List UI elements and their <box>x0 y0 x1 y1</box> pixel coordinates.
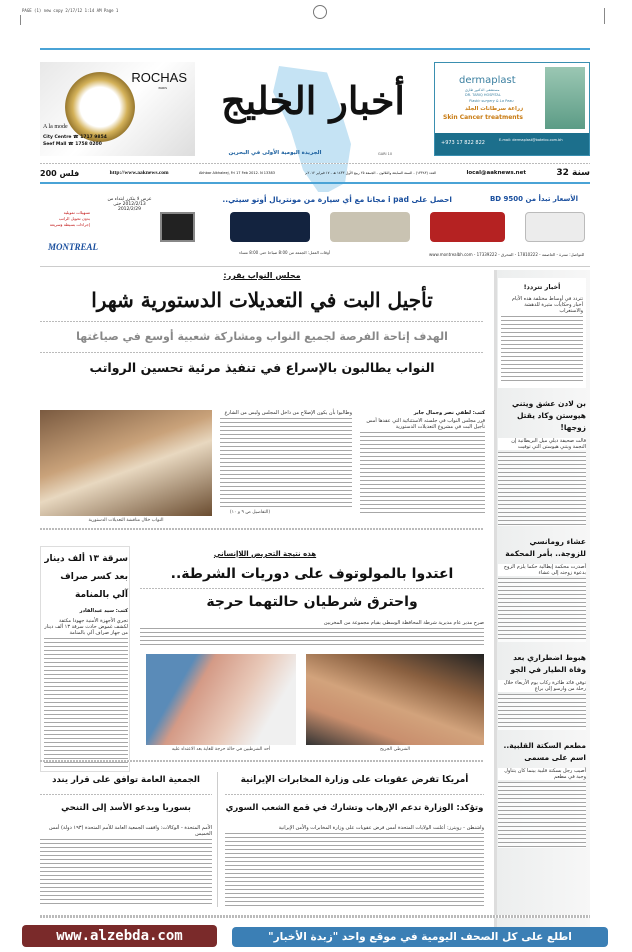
bullet-item: بدون تحويل الراتب <box>58 216 90 221</box>
burned-hand-photo <box>306 654 484 745</box>
column-lead-text: وطالبوا بأن يكون الإصلاح من داخل المجلس وليس من الشارع <box>220 410 352 416</box>
contact-email[interactable]: local@aaknews.net <box>466 170 526 176</box>
bottom-right-headline-1[interactable]: أمريكا تفرض عقوبات على وزارة المخابرات الإيرانية <box>240 775 469 785</box>
parliament-photo-caption: النواب خلال مناقشة التعديلات الدستورية <box>88 518 164 523</box>
bullet-item: تسهيلات تمويلية <box>63 210 90 215</box>
website-link[interactable]: http://www.aaknews.com <box>109 170 169 176</box>
sidebar-item-lead: أصدرت محكمة إيطالية حكما يلزم الزوج بدعوة زوجته إلى عشاء <box>498 564 586 576</box>
lead-kicker: مجلس النواب يقرر: <box>223 271 301 280</box>
sidebar-item-body <box>498 564 586 642</box>
store-line-1: City Centre ☎ 1717 9854 <box>43 135 107 140</box>
sidebar-item-body <box>498 680 586 730</box>
sidebar-item <box>498 536 586 642</box>
finance-bullets <box>42 210 90 228</box>
lead-headings <box>40 270 484 380</box>
parliament-photo <box>40 410 212 516</box>
contact-strip <box>435 133 589 155</box>
rochas-sub: PARIS <box>158 86 167 90</box>
sidebar-item-lead: قالت صحيفة ديلي ميل البريطانية إن النجمة ويتني هيوستن التي توفيت <box>498 438 586 450</box>
alamode-logo: A la mode <box>43 124 68 130</box>
years-badge: 32 سنة <box>556 168 590 178</box>
sidebar-item-title[interactable]: مطعم السكتة القلبية.. اسم على مسمى <box>503 741 586 762</box>
dermaplast-brand: dermaplast <box>459 75 516 86</box>
dermaplast-ad[interactable] <box>434 62 590 156</box>
truck-image-red <box>430 212 505 242</box>
photo-caption-right: الشرطي الجريح <box>379 747 411 752</box>
lead-byline: كتب: لطفي نصر وجمال جابر <box>413 410 485 416</box>
sidebar-item-lead: توفي قائد طائرة ركاب يوم الأربعاء خلال رحلة من وارسو إلى براغ <box>498 680 586 692</box>
logo-code: GARI 10 <box>378 152 393 156</box>
sidebar-item-lead: تتردد في أوساط مختلفة هذه الأيام أخبار وحكايات مثيرة للدهشة والاستغراب <box>501 296 583 314</box>
montreal-logo: MONTREAL <box>48 242 99 252</box>
service-ar: زراعة سرطانات الجلد <box>465 106 524 112</box>
alzebda-slogan[interactable]: اطلع على كل الصحف اليومية في موقع واحد "زبدة الأخبار" <box>232 927 608 947</box>
divider <box>40 352 484 353</box>
sidebar-item-body <box>498 768 586 848</box>
sidebar-item-lead: أصيب رجل بسكتة قلبية بينما كان يتناول وجبة في مطعم <box>498 768 586 780</box>
truck-image-silver <box>330 212 410 242</box>
box-byline: كتب: سيد عبدالقادر <box>79 608 128 614</box>
second-lead-text: صرح مدير عام مديرية شرطة المحافظة الوسطى بقيام مجموعة من المخربين <box>140 620 484 626</box>
dealer-contact: للتواصل: سترة - العاصمة - 17810222 - المحرق - 17339222 - www.montrealbh.com <box>428 252 584 257</box>
watch-image <box>65 72 135 142</box>
truck-image-black <box>230 212 310 242</box>
registration-mark <box>313 5 327 19</box>
bottom-left-headline-2[interactable]: بسوريا ويدعو الأسد إلى التنحي <box>61 803 191 813</box>
rochas-brand: ROCHAS <box>131 70 187 85</box>
second-headline-1[interactable]: اعتدوا بالمولوتوف على دوريات الشرطة.. <box>170 566 454 582</box>
box-headline-line: بعد كسر صراف <box>60 572 128 582</box>
rochas-ad[interactable] <box>40 62 195 156</box>
hospital-building-image <box>545 67 585 129</box>
bottom-right-headline-2[interactable]: وتؤكد: الوزارة تدعم الإرهاب وتشارك في قمع الشعب السوري <box>225 803 484 813</box>
column-divider <box>217 772 218 907</box>
lead-headline[interactable]: تأجيل البت في التعديلات الدستورية شهرا <box>91 288 433 312</box>
sidebar-item-title[interactable]: بن لادن عشق ويتني هيوستن وكاد يقتل زوجها! <box>512 399 586 432</box>
lead-column-1 <box>360 418 485 516</box>
sidebar-item <box>498 740 586 848</box>
box-headline[interactable] <box>44 550 128 604</box>
phone-number: +973 17 822 822 <box>441 140 485 146</box>
crop-mark <box>604 8 605 24</box>
bullet-item: إجراءات بسيطة وسريعة <box>49 222 90 227</box>
info-bar <box>40 166 590 180</box>
dateline-en: Akhbar Alkhaleej, Fri 17 Feb 2012. N 13383 <box>199 171 275 175</box>
sidebar-item <box>498 652 586 730</box>
crop-mark <box>20 15 21 25</box>
ipad-offer: احصل على i pad مجانا مع أي سيارة من مونتريال أوتو سيتي.. <box>222 195 452 204</box>
injured-officer-photo <box>146 654 296 745</box>
continued-note[interactable]: (التفاصيل ص ٩ و ١٠) <box>229 510 271 515</box>
service-en: Skin Cancer treatments <box>443 114 523 121</box>
logo-tagline: الجريدة اليومية الأولى في البحرين <box>228 150 322 156</box>
ad-email: E-mail: dermaplast@batelco.com.bh <box>499 138 563 142</box>
box-headline-line: سرقة ١٣ ألف دينار <box>44 554 128 564</box>
top-rule <box>40 48 590 50</box>
info-rule <box>40 182 590 184</box>
hospital-en: DR. TARIQ HOSPITAL <box>465 93 501 97</box>
box-lead-text: تجري الأجهزة الأمنية جهودا مكثفة لكشف غموض حادث سرقة ١٣ ألف دينار من جهاز صراف آلي بالمنامة <box>44 618 128 636</box>
montreal-car-ad[interactable] <box>40 192 590 267</box>
sidebar-item <box>498 398 586 526</box>
lead-column-2 <box>220 410 352 508</box>
lead-headline-2[interactable]: النواب يطالبون بالإسراع في تنفيذ مرئية تحسين الرواتب <box>89 360 435 375</box>
newspaper-logo: أخبار الخليج <box>221 78 405 123</box>
photo-caption-left: أحد الشرطيين في حالة حرجة للغاية بعد الاعتداء عليه <box>171 747 271 752</box>
lead-subhead: الهدف إتاحة الفرصة لجميع النواب ومشاركة شعبية أوسع في صياغتها <box>76 330 448 343</box>
second-headline-2[interactable]: واحترق شرطيان حالتهما حرجة <box>206 594 418 610</box>
ad-tagline: Plastic surgery & La Peau <box>469 99 514 103</box>
sidebar-item-body <box>501 296 583 384</box>
sidebar-items <box>498 278 586 848</box>
ipad-image <box>160 212 195 242</box>
sidebar-box <box>498 278 586 388</box>
bottom-right-body <box>225 825 484 907</box>
promo-dates: عرض لا يتكرر ابتداء من 2012/2/13 حتى 2012/2/29 <box>107 197 152 212</box>
dateline: العدد (١٣٣٨٣) - السنة السابعة والثلاثون - الجمعة ٢٥ ربيع الأول ١٤٣٣ هـ - ١٧ فبراير ٢٠١٢م <box>305 171 437 175</box>
second-body <box>140 620 484 646</box>
bottom-left-body <box>40 825 212 907</box>
bottom-right-lead-text: واشنطن - رويترز: أعلنت الولايات المتحدة أمس فرض عقوبات على وزارة المخابرات والأمن الإيرانية <box>225 825 484 831</box>
sidebar-item-title[interactable]: عشاء رومانسي للزوجة.. بأمر المحكمة <box>505 537 586 558</box>
truck-image-white <box>525 212 585 242</box>
opening-hours: أوقات العمل: الجمعة من 8:00 صباحا حتى 8:00 مساء <box>239 250 330 255</box>
box-body <box>44 618 128 768</box>
box-headline-line: آلي بالمنامة <box>75 590 128 600</box>
print-slug: PAGE (1) new copy 2/17/12 1:14 AM Page 1 <box>22 8 119 13</box>
sidebar-item-title[interactable]: أخبار تتردد! <box>523 283 561 291</box>
price: 200 فلس <box>40 168 80 178</box>
store-line-2: Seef Mall ☎ 1758 0200 <box>43 142 102 147</box>
alzebda-url[interactable]: www.alzebda.com <box>22 925 217 947</box>
column-lead-text: قرر مجلس النواب في جلسته الاستثنائية التي عقدها أمس تأجيل البت في مشروع التعديلات الدستورية <box>360 418 485 430</box>
bottom-left-headline-1[interactable]: الجمعية العامة توافق على قرار يندد <box>52 775 200 785</box>
sidebar-item-body <box>498 438 586 526</box>
price-from: الأسعار تبدأ من BD 9500 <box>489 195 578 203</box>
sidebar-item-title[interactable]: هبوط اضطراري بعد وفاة الطيار في الجو <box>510 653 586 674</box>
divider <box>40 321 484 322</box>
bottom-left-lead-text: الأمم المتحدة - الوكالات: وافقت الجمعية العامة للأمم المتحدة (١٩٣ دولة) أمس الخميس <box>40 825 212 837</box>
hospital-ar: مستشفى الدكتور طارق <box>465 88 500 92</box>
second-kicker: هذه نتيجة التحريض اللاإنساني <box>213 550 317 558</box>
